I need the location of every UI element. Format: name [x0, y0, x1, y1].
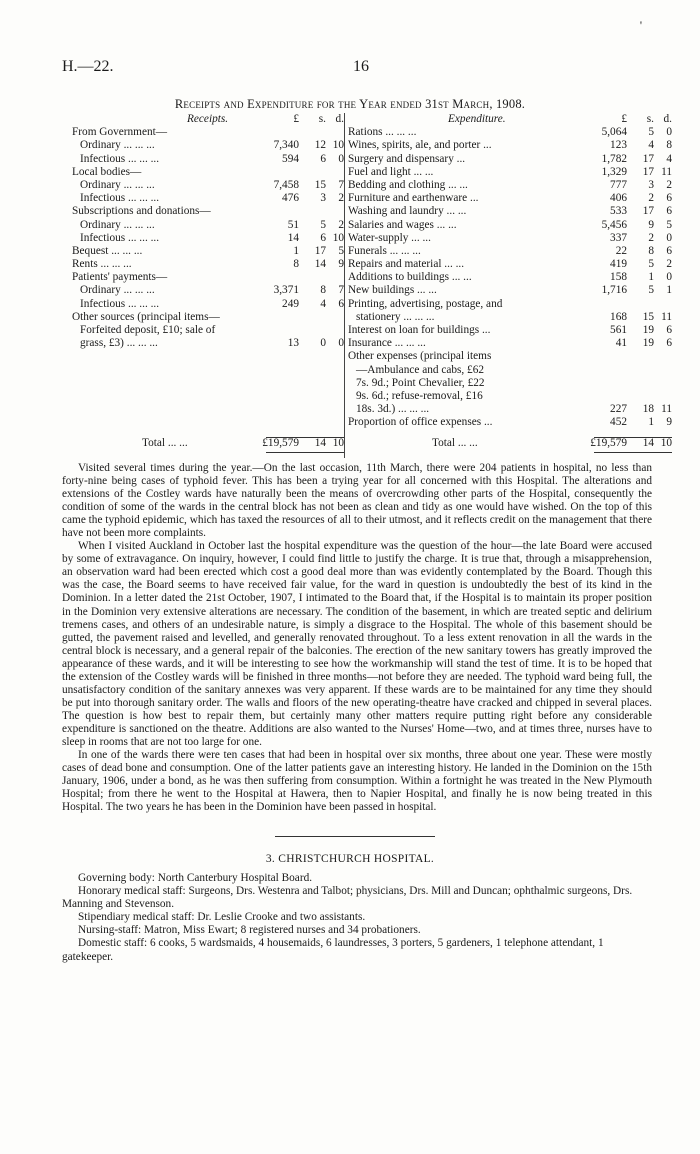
- amount-pence: 10: [332, 231, 344, 244]
- row-label: From Government—: [72, 126, 168, 139]
- pounds-header: £: [293, 113, 299, 125]
- account-row: [348, 337, 672, 350]
- amount-pence: 2: [338, 192, 344, 205]
- account-row: [72, 232, 344, 245]
- amount-pence: 7: [338, 178, 344, 191]
- account-row: [348, 271, 672, 284]
- page-number: 16: [353, 58, 369, 75]
- amount-shillings: 5: [648, 126, 654, 139]
- amount-pounds: 1,329: [601, 165, 627, 178]
- account-row: [348, 324, 672, 337]
- row-label: 7s. 9d.; Point Chevalier, £22: [356, 376, 485, 389]
- row-label: Ordinary ... ... ...: [80, 139, 155, 152]
- amount-pence: 11: [661, 165, 672, 178]
- account-row: [348, 166, 672, 179]
- amount-pence: 11: [661, 310, 672, 323]
- account-row: [348, 245, 672, 258]
- amount-pence: 6: [338, 297, 344, 310]
- row-label: Subscriptions and donations—: [72, 205, 211, 218]
- row-label: New buildings ... ...: [348, 284, 437, 297]
- row-label: Rations ... ... ...: [348, 126, 417, 139]
- row-label: Ordinary ... ... ...: [80, 178, 155, 191]
- amount-pounds: 5,456: [601, 218, 627, 231]
- amount-pence: 9: [338, 258, 344, 271]
- row-label: —Ambulance and cabs, £62: [356, 363, 484, 376]
- amount-pounds: 594: [282, 152, 299, 165]
- amount-shillings: 14: [314, 258, 326, 271]
- amount-shillings: 3: [320, 192, 326, 205]
- account-row: [72, 166, 344, 179]
- amount-shillings: 5: [648, 258, 654, 271]
- amount-pounds: 8: [293, 258, 299, 271]
- total-label: Total ... ...: [432, 437, 478, 449]
- amount-pence: 7: [338, 284, 344, 297]
- amount-shillings: 1: [648, 416, 654, 429]
- paragraph-long-stay-cases: In one of the wards there were ten cases that had been in hospital over six months, three about one year. These were mostly cases of dead bone and consumption. One of the latter patients gave an interesting history. He landed in the Dominion on the 15th January, 1906, under a bond, as he was then suffering from consumption. Within a fortnight he was treated in the New Plymouth Hospital; from there he went to the Hospital at Hawera, then to Napier Hospital, and finally he is now being treated in this Hospital. The two years he has been in the Dominion have been passed in hospital.: [62, 749, 652, 814]
- amount-pounds: 7,340: [273, 139, 299, 152]
- amount-pounds: 41: [615, 337, 627, 350]
- amount-shillings: 12: [314, 139, 326, 152]
- amount-shillings: 5: [648, 284, 654, 297]
- pounds-header: £: [621, 113, 627, 125]
- amount-pence: 2: [338, 218, 344, 231]
- amount-pounds: 249: [282, 297, 299, 310]
- total-pounds: £19,579: [262, 437, 299, 449]
- amount-shillings: 8: [320, 284, 326, 297]
- amount-shillings: 15: [642, 310, 654, 323]
- total-underline: [594, 452, 672, 453]
- staff-list: [62, 872, 652, 964]
- amount-shillings: 6: [320, 231, 326, 244]
- account-row: [348, 258, 672, 271]
- amount-pence: 8: [666, 139, 672, 152]
- report-text: [62, 462, 652, 814]
- expenditure-header: [348, 113, 672, 126]
- total-shillings: 14: [314, 437, 326, 449]
- amount-shillings: 17: [314, 244, 326, 257]
- staff-stipendiary-medical: Stipendiary medical staff: Dr. Leslie Crooke and two assistants.: [78, 911, 366, 924]
- amount-pounds: 5,064: [601, 126, 627, 139]
- amount-pence: 0: [666, 231, 672, 244]
- row-label: Interest on loan for buildings ...: [348, 324, 491, 336]
- receipts-heading: Receipts.: [187, 113, 229, 125]
- account-row: [348, 416, 672, 429]
- amount-pence: 11: [661, 403, 672, 416]
- amount-shillings: 4: [648, 139, 654, 152]
- amount-pounds: 452: [610, 416, 627, 429]
- row-label: Bequest ... ... ...: [72, 244, 143, 257]
- row-label: 9s. 6d.; refuse-removal, £16: [356, 389, 483, 402]
- row-label: Funerals ... ... ...: [348, 244, 421, 257]
- receipts-total-row: [72, 437, 344, 451]
- amount-pence: 0: [338, 337, 344, 350]
- amount-pence: 6: [666, 244, 672, 257]
- amount-pence: 1: [666, 284, 672, 297]
- row-label: Infectious ... ... ...: [80, 297, 160, 310]
- row-label: Salaries and wages ... ...: [348, 218, 457, 231]
- amount-pence: 0: [666, 271, 672, 284]
- amount-pounds: 168: [610, 310, 627, 323]
- amount-shillings: 3: [648, 178, 654, 191]
- amount-shillings: 9: [648, 218, 654, 231]
- document-code: H.—22.: [62, 58, 114, 75]
- row-label: Insurance ... ... ...: [348, 337, 426, 350]
- account-row: [348, 364, 672, 377]
- amount-pounds: 158: [610, 271, 627, 284]
- staff-domestic: Domestic staff: 6 cooks, 5 wardsmaids, 4 housemaids, 6 laundresses, 3 porters, 5 gardeners, 1 telephone attendant, 1 gatekeeper.: [62, 937, 604, 963]
- amount-shillings: 15: [314, 178, 326, 191]
- amount-pounds: 476: [282, 192, 299, 205]
- amount-pence: 4: [666, 152, 672, 165]
- account-row: [72, 324, 344, 337]
- amount-pounds: 419: [610, 258, 627, 271]
- row-label: grass, £3) ... ... ...: [80, 337, 158, 350]
- total-underline: [266, 452, 344, 453]
- row-label: Other sources (principal items—: [72, 310, 220, 323]
- amount-shillings: 5: [320, 218, 326, 231]
- account-row: [72, 258, 344, 271]
- pence-header: d.: [335, 113, 344, 125]
- amount-shillings: 17: [642, 165, 654, 178]
- row-label: Other expenses (principal items: [348, 350, 492, 363]
- row-label: Ordinary ... ... ...: [80, 284, 155, 297]
- row-label: Infectious ... ... ...: [80, 152, 160, 165]
- row-label: Local bodies—: [72, 165, 142, 178]
- amount-pounds: 533: [610, 205, 627, 218]
- amount-pounds: 406: [610, 192, 627, 205]
- account-row: [72, 245, 344, 258]
- shillings-header: s.: [318, 113, 326, 125]
- amount-pounds: 777: [610, 178, 627, 191]
- row-label: Bedding and clothing ... ...: [348, 178, 468, 191]
- amount-shillings: 4: [320, 297, 326, 310]
- row-label: Ordinary ... ... ...: [80, 218, 155, 231]
- account-row: [348, 311, 672, 324]
- amount-pence: 10: [332, 139, 344, 152]
- account-row: [348, 298, 672, 311]
- account-title: Receipts and Expenditure for the Year ended 31st March, 1908.: [174, 97, 526, 111]
- amount-pounds: 51: [287, 218, 299, 231]
- amount-pence: 2: [666, 258, 672, 271]
- expenditure-total-row: [348, 437, 672, 451]
- account-row: [348, 139, 672, 152]
- account-row: [72, 153, 344, 166]
- expenditure-heading: Expenditure.: [448, 113, 506, 125]
- amount-shillings: 6: [320, 152, 326, 165]
- section-divider: [275, 836, 435, 837]
- row-label: 18s. 3d.) ... ... ...: [356, 403, 430, 416]
- account-row: [348, 403, 672, 416]
- account-row: [348, 219, 672, 232]
- amount-pence: 6: [666, 337, 672, 350]
- amount-pence: 9: [666, 416, 672, 429]
- amount-pounds: 7,458: [273, 178, 299, 191]
- pence-header: d.: [663, 113, 672, 125]
- total-pounds: £19,579: [590, 437, 627, 449]
- account-row: [72, 205, 344, 218]
- account-row: [348, 179, 672, 192]
- amount-pounds: 22: [615, 244, 627, 257]
- account-row: [348, 390, 672, 403]
- row-label: Repairs and material ... ...: [348, 258, 465, 271]
- account-row: [72, 139, 344, 152]
- receipts-column: [72, 113, 344, 449]
- row-label: Patients' payments—: [72, 271, 168, 284]
- account-row: [72, 298, 344, 311]
- account-row: [72, 179, 344, 192]
- amount-shillings: 2: [648, 192, 654, 205]
- amount-shillings: 19: [642, 324, 654, 336]
- amount-pounds: 1,716: [601, 284, 627, 297]
- account-row: [72, 271, 344, 284]
- amount-shillings: 2: [648, 231, 654, 244]
- account-row: [348, 377, 672, 390]
- account-row: [348, 126, 672, 139]
- account-row: [348, 153, 672, 166]
- amount-shillings: 19: [642, 337, 654, 350]
- row-label: Infectious ... ... ...: [80, 192, 160, 205]
- amount-shillings: 8: [648, 244, 654, 257]
- amount-pence: 6: [666, 324, 672, 336]
- account-row: [348, 232, 672, 245]
- amount-pounds: 123: [610, 139, 627, 152]
- amount-shillings: 17: [642, 205, 654, 218]
- amount-pounds: 1,782: [601, 152, 627, 165]
- row-label: Surgery and dispensary ...: [348, 152, 466, 165]
- amount-pounds: 13: [287, 337, 299, 350]
- row-label: Rents ... ... ...: [72, 258, 132, 271]
- amount-pounds: 561: [610, 324, 627, 336]
- amount-shillings: 0: [320, 337, 326, 350]
- total-pence: 10: [660, 437, 672, 449]
- staff-nursing: Nursing-staff: Matron, Miss Ewart; 8 registered nurses and 34 probationers.: [78, 924, 421, 937]
- row-label: Water-supply ... ...: [348, 231, 431, 244]
- row-label: Additions to buildings ... ...: [348, 271, 472, 284]
- total-shillings: 14: [642, 437, 654, 449]
- account-row: [72, 192, 344, 205]
- amount-pence: 5: [666, 218, 672, 231]
- row-label: Proportion of office expenses ...: [348, 416, 493, 429]
- amount-shillings: 1: [648, 271, 654, 284]
- row-label: stationery ... ... ...: [356, 310, 435, 323]
- staff-honorary-medical: Honorary medical staff: Surgeons, Drs. Westenra and Talbot; physicians, Drs. Mill and Duncan; ophthalmic surgeons, Drs. Manning and Stevenson.: [62, 885, 633, 911]
- row-label: Furniture and earthenware ...: [348, 192, 479, 205]
- paragraph-expenditure: When I visited Auckland in October last the hospital expenditure was the question of the hour—the late Board were accused by some of extravagance. On inquiry, however, I could find little to justify the charge. It is true that, through a misapprehension, an observation ward had been erected which cost a good deal more than was evidently contemplated by the Board. Though this was the case, the Board seems to have received fair value, for the ward in question is undoubtedly the best of its kind in the Dominion. In a letter dated the 21st October, 1907, I intimated to the Board that, if the Hospital is to maintain its proper position in the Dominion very extensive alterations are necessary. The condition of the basement, in which are treated septic and delirium tremens cases, and others of an undesirable nature, is simply a disgrace to the Hospital. The whole of this basement should be gutted, the pavement raised and levelled, and generally renovated throughout. To a less extent renovation in all the wards in the central block is necessary, and a general repair of the balconies. The erection of the new sanitary towers has greatly improved the appearance of these wards, and it will be interesting to see how the workmanship will stand the test of time. It is to be hoped that the extension of the Costley wards will be finished in three months—not before they are needed. The typhoid ward being full, the unsatisfactory condition of the sanitary annexes was very apparent. If these wards are to be maintained for any time they should be put into thorough sanitary order. The walls and floors of the new operating-theatre have cracked and chipped in several places. The question is how best to repair them, but certainly many other matters require putting right before any considerable expenditure is sanctioned on the theatre. Additions are also wanted to the Nurses' Home—two, and at times three, nurses have to sleep in rooms that are not too large for one.: [62, 540, 652, 748]
- row-label: Printing, advertising, postage, and: [348, 297, 503, 310]
- amount-pence: 2: [666, 178, 672, 191]
- amount-pounds: 3,371: [273, 284, 299, 297]
- account-row: [348, 350, 672, 363]
- amount-pence: 0: [338, 152, 344, 165]
- amount-pounds: 337: [610, 231, 627, 244]
- paragraph-visit: Visited several times during the year.—On the last occasion, 11th March, there were 204 patients in hospital, no less than forty-nine being cases of typhoid fever. This has been a trying year for all concerned with this Hospital. The alterations and extensions of the Costley wards have naturally been the means of overcrowding other parts of the Hospital, consequently the condition of some of the wards in the central block has not been as clean and tidy as one would have wished. On the top of this came the typhoid epidemic, which has taxed the resources of all to their utmost, and it reflects credit on the management that there have not been more complaints.: [62, 462, 652, 540]
- corner-mark: ': [639, 18, 642, 32]
- amount-pence: 6: [666, 205, 672, 218]
- account-row: [72, 337, 344, 350]
- row-label: Forfeited deposit, £10; sale of: [80, 324, 216, 336]
- column-divider: [344, 113, 345, 458]
- total-label: Total ... ...: [142, 437, 188, 449]
- row-label: Washing and laundry ... ...: [348, 205, 467, 218]
- row-label: Infectious ... ... ...: [80, 231, 160, 244]
- amount-shillings: 17: [642, 152, 654, 165]
- page-header: [62, 18, 660, 78]
- account-row: [72, 126, 344, 139]
- total-pence: 10: [332, 437, 344, 449]
- amount-pounds: 14: [287, 231, 299, 244]
- section-title: 3. CHRISTCHURCH HOSPITAL.: [265, 853, 435, 865]
- amount-pounds: 1: [293, 244, 299, 257]
- staff-governing-body: Governing body: North Canterbury Hospital Board.: [78, 872, 313, 884]
- row-label: Fuel and light ... ...: [348, 165, 434, 178]
- amount-pence: 5: [338, 244, 344, 257]
- account-row: [72, 284, 344, 297]
- account-row: [72, 311, 344, 324]
- expenditure-column: [348, 113, 672, 449]
- amount-pence: 0: [666, 126, 672, 139]
- account-row: [348, 205, 672, 218]
- amount-shillings: 18: [642, 403, 654, 416]
- row-label: Wines, spirits, ale, and porter ...: [348, 139, 492, 152]
- receipts-header: [72, 113, 344, 126]
- account-row: [348, 192, 672, 205]
- amount-pence: 6: [666, 192, 672, 205]
- shillings-header: s.: [646, 113, 654, 125]
- account-row: [72, 219, 344, 232]
- account-row: [348, 284, 672, 297]
- amount-pounds: 227: [610, 403, 627, 416]
